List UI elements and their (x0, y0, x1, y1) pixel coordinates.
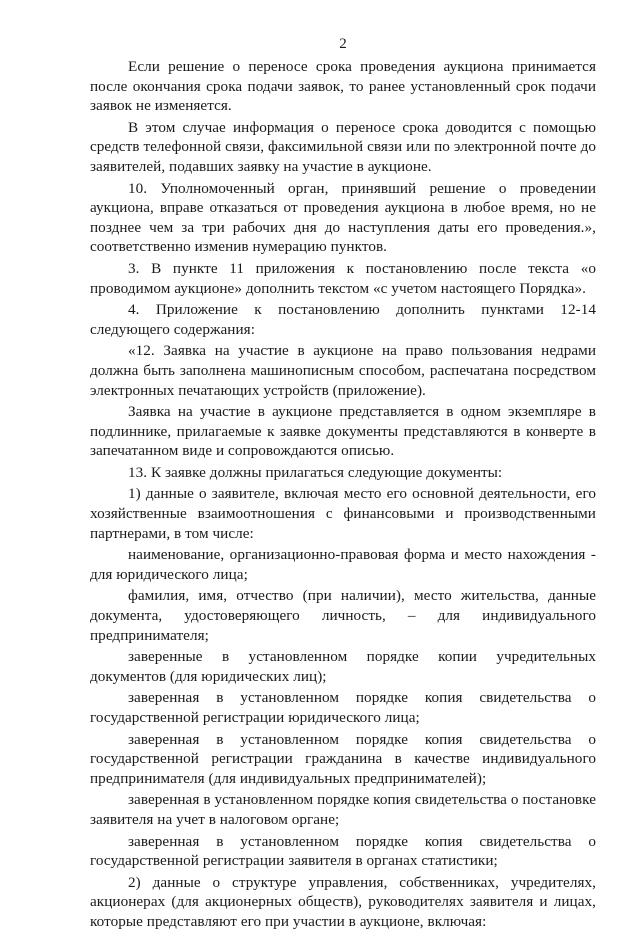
paragraph-item-12: «12. Заявка на участие в аукционе на право пользования недрами должна быть заполнена машинописным способом, распечатана посредством электронных печатающих устройств (приложение). (90, 342, 596, 399)
paragraph-postponement-deadline: Если решение о переносе срока проведения аукциона принимается после окончания срока подачи заявок, то ранее установленный срок подачи заявок не изменяется. (90, 58, 596, 115)
list-item-entrepreneur-identity: фамилия, имя, отчество (при наличии), место жительства, данные документа, удостоверяющего личность, – для индивидуального предпринимателя; (90, 587, 596, 644)
paragraph-postponement-notice: В этом случае информация о переносе срока доводится с помощью средств телефонной связи, факсимильной связи или по электронной почте до заявителей, подавших заявку на участие в аукционе. (90, 118, 596, 175)
paragraph-application-copies: Заявка на участие в аукционе представляется в одном экземпляре в подлиннике, прилагаемые к заявке документы представляются в конверте в запечатанном виде и сопровождаются описью. (90, 403, 596, 460)
list-item-founding-documents: заверенные в установленном порядке копии учредительных документов (для юридических лиц); (90, 648, 596, 685)
paragraph-item-10: 10. Уполномоченный орган, принявший решение о проведении аукциона, вправе отказаться от проведения аукциона в любое время, но не позднее чем за три рабочих дня до наступления даты его проведения.», соответственно изменив нумерацию пунктов. (90, 179, 596, 256)
paragraph-item-13: 13. К заявке должны прилагаться следующие документы: (128, 463, 503, 481)
list-item-legal-registration: заверенная в установленном порядке копия свидетельства о государственной регистрации юридического лица; (90, 689, 596, 726)
paragraph-amendment-4: 4. Приложение к постановлению дополнить пунктами 12-14 следующего содержания: (90, 301, 596, 338)
paragraph-applicant-data: 1) данные о заявителе, включая место его основной деятельности, его хозяйственные взаимоотношения с финансовыми и производственными партнерами, в том числе: (90, 485, 596, 542)
paragraph-amendment-3: 3. В пункте 11 приложения к постановлению после текста «о проводимом аукционе» дополнить текстом «с учетом настоящего Порядка». (90, 259, 596, 297)
document-body (90, 57, 596, 932)
paragraph-management-structure: 2) данные о структуре управления, собственниках, учредителях, акционерах (для акционерных обществ), руководителях заявителя и лицах, которые представляют его при участии в аукционе, включая: (90, 873, 596, 930)
list-item-entrepreneur-registration: заверенная в установленном порядке копия свидетельства о государственной регистрации гражданина в качестве индивидуального предпринимателя (для индивидуальных предпринимателей); (90, 730, 596, 787)
page-number: 2 (339, 36, 347, 52)
list-item-statistics-registration: заверенная в установленном порядке копия свидетельства о государственной регистрации заявителя в органах статистики; (90, 832, 596, 870)
list-item-tax-registration: заверенная в установленном порядке копия свидетельства о постановке заявителя на учет в налоговом органе; (90, 791, 596, 828)
list-item-legal-entity-name: наименование, организационно-правовая форма и место нахождения - для юридического лица; (90, 546, 596, 583)
